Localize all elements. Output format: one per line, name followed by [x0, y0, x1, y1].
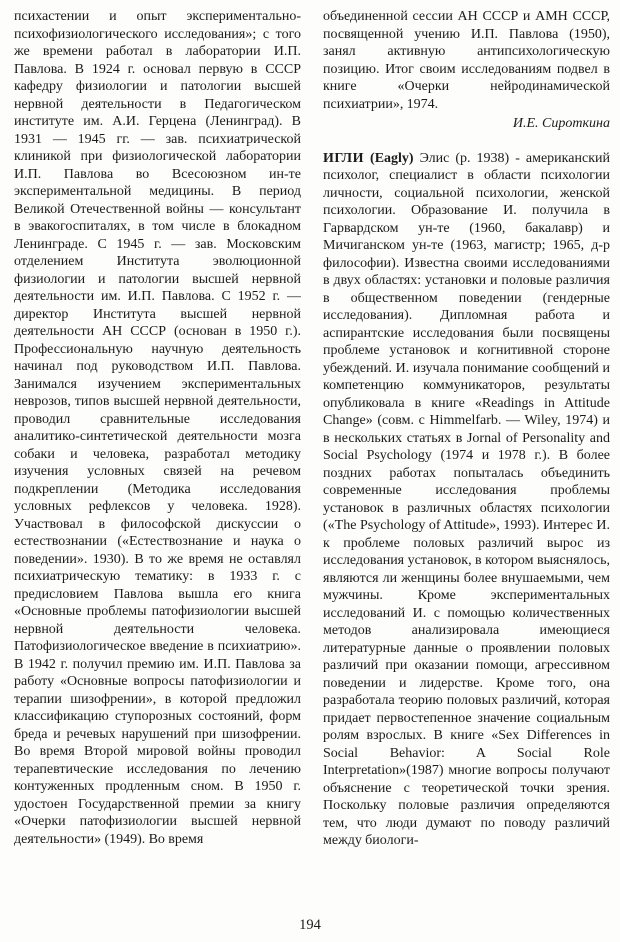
- entry-body-text: Элис (р. 1938) - американский психолог, специалист в области психологии личности, социальной психологии, женской психологии. Образование И. получила в Гарвардском ун-те (1960, бакалавр) и Мичиганском ун-те (1963, магистр; 1965, д-р философии). Известна своими исследованиями в двух областях: установки и половые различия в общественном поведении (гендерные исследования). Дипломная работа и аспирантские исследования были посвящены проблеме установок и когнитивной стороне убеждений. И. изучала понимание сообщений и компетенцию коммуникаторов, результаты опубликовала в книге «Readings in Attitude Change» (совм. с Himmelfarb. — Wiley, 1974) и в нескольких статьях в Jornal of Personality and Social Psychology (1974 и 1978 г.). В более поздних работах попыталась объединить современные исследования проблемы установок в различных областях психологии («The Psychology of Attitude», 1993). Интерес И. к проблеме половых различий вырос из исследования установок, в котором выяснялось, являются ли женщины более внушаемыми, чем мужчины. Кроме экспериментальных исследований И. с помощью количественных методов анализировала имеющиеся литературные данные о проявлении половых различий при оказании помощи, агрессивном поведении и лидерстве. Кроме того, она разработала теорию половых различий, которая придает первостепенное значение социальным ролям взрослых. В книге «Sex Differences in Social Behavior: A Social Role Interpretation»(1987) многие вопросы получают объяснение с теоретической точки зрения. Поскольку половые различия определяются тем, что люди думают по поводу различий между биологи-: [323, 150, 610, 848]
- entry-headword-latin: (Eagly): [370, 150, 414, 166]
- article-text-left: психастении и опыт экспериментально-психофизиологического исследования»; с того же времени работал в лаборатории И.П. Павлова. В 1924 г. основал первую в СССР кафедру физиологии и патологии высшей нервной деятельности в Педагогическом институте им. А.И. Герцена (Ленинград). В 1931 — 1945 гг. — зав. психиатрической клиникой при физиологической лаборатории И.П. Павлова во Всесоюзном ин-те экспериментальной медицины. В период Великой Отечественной войны — консультант в эвакогоспиталях, в том числе в блокадном Ленинграде. С 1945 г. — зав. Московским отделением Института эволюционной физиологии и патологии высшей нервной деятельности им. И.П. Павлова. С 1952 г. — директор Института высшей нервной деятельности АН СССР (основан в 1950 г.). Профессиональную научную деятельность начинал под руководством И.П. Павлова. Занимался изучением экспериментальных неврозов, типов высшей нервной деятельности, проводил сравнительные исследования аналитико-синтетической деятельности мозга собаки и человека, разработал методику изучения условных связей на речевом подкреплении (Методика исследования условных рефлексов у человека. 1928). Участвовал в философской дискуссии о естествознании («Естествознание и наука о поведении». 1930). В то же время не оставлял психиатрическую тематику: в 1933 г. с предисловием Павлова вышла его книга «Основные проблемы патофизиологии высшей нервной деятельности человека. Патофизиологическое введение в психиатрию». В 1942 г. получил премию им. И.П. Павлова за работу «Основные вопросы патофизиологии и терапии шизофрении», в которой предложил классификацию ступорозных состояний, форм бреда и речевых нарушений при шизофрении. Во время Второй мировой войны проводил терапевтические исследования по лечению контуженных продленным сном. В 1950 г. удостоен Государственной премии за книгу «Очерки патофизиологии высшей нервной деятельности» (1949). Во время: [14, 9, 301, 847]
- right-column: [323, 8, 610, 906]
- entry-headword: ИГЛИ: [323, 150, 365, 166]
- article-text-right-continuation: объединенной сессии АН СССР и АМН СССР, посвященной учению И.П. Павлова (1950), занял активную антипсихологическую позицию. Итог своим исследованиям подвел в книге «Очерки нейродинамической психиатрии», 1974.: [323, 9, 610, 112]
- left-column: [14, 8, 301, 906]
- page-number: 194: [299, 917, 321, 933]
- author-signature: И.Е. Сироткина: [512, 116, 610, 131]
- dictionary-entry: [323, 150, 610, 850]
